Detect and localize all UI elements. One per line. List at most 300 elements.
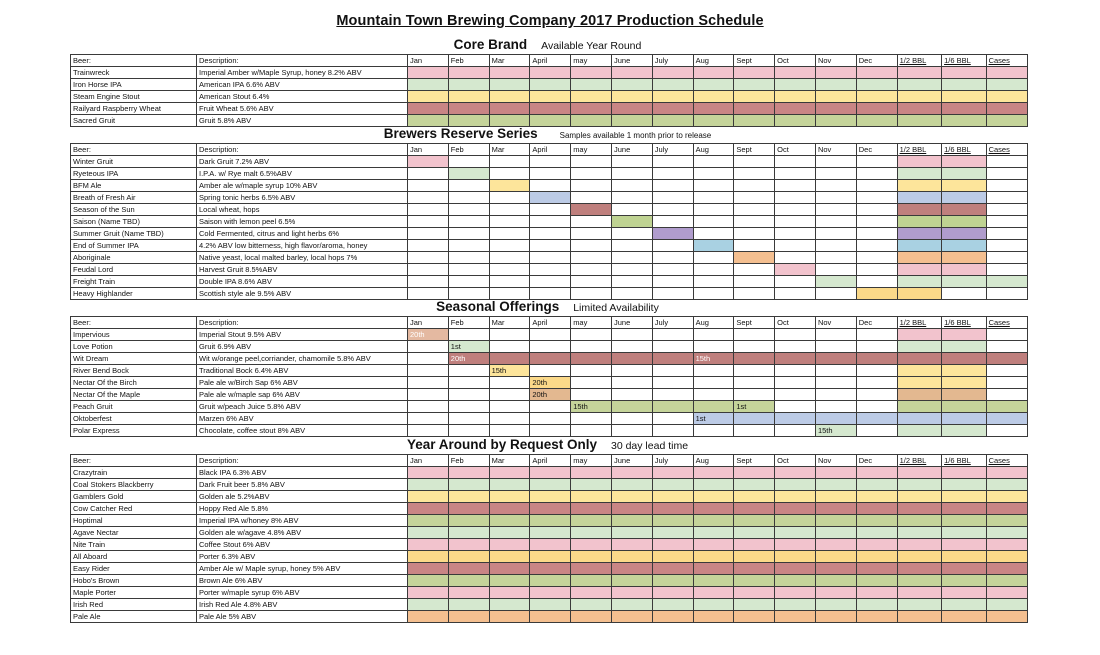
- section-subtitle: Available Year Round: [541, 40, 642, 52]
- month-cell: [489, 168, 530, 180]
- beer-description: Local wheat, hops: [197, 204, 408, 216]
- half-bbl-cell: [897, 329, 942, 341]
- month-cell: [489, 413, 530, 425]
- section-name: Brewers Reserve Series: [383, 126, 538, 141]
- month-cell: [571, 389, 612, 401]
- month-cell: [693, 91, 734, 103]
- beer-name: Ryeteous IPA: [71, 168, 197, 180]
- table-row: [71, 264, 1028, 276]
- month-cell: [611, 180, 652, 192]
- beer-description: Hoppy Red Ale 5.8%: [197, 503, 408, 515]
- month-cell: [489, 288, 530, 300]
- beer-description: Pale Ale 5% ABV: [197, 611, 408, 623]
- table-row: [71, 515, 1028, 527]
- sixth-bbl-cell: [942, 515, 987, 527]
- month-cell: [775, 204, 816, 216]
- cases-cell: [986, 425, 1027, 437]
- month-cell: [856, 103, 897, 115]
- beer-name: Cow Catcher Red: [71, 503, 197, 515]
- column-header: June: [611, 55, 652, 67]
- month-cell: [734, 204, 775, 216]
- section-name: Seasonal Offerings: [436, 299, 560, 314]
- half-bbl-cell: [897, 240, 942, 252]
- month-cell: [693, 180, 734, 192]
- beer-description: Porter w/maple syrup 6% ABV: [197, 587, 408, 599]
- beer-name: Saison (Name TBD): [71, 216, 197, 228]
- sixth-bbl-cell: [942, 329, 987, 341]
- schedule-table: [70, 143, 1028, 300]
- column-header: Dec: [856, 144, 897, 156]
- beer-description: Coffee Stout 6% ABV: [197, 539, 408, 551]
- beer-name: Aboriginale: [71, 252, 197, 264]
- month-cell: [652, 192, 693, 204]
- cases-cell: [986, 341, 1027, 353]
- month-cell: [815, 479, 856, 491]
- month-cell: [489, 180, 530, 192]
- sixth-bbl-cell: [942, 228, 987, 240]
- month-cell: [734, 365, 775, 377]
- column-header: Mar: [489, 55, 530, 67]
- half-bbl-cell: [897, 204, 942, 216]
- column-header: Feb: [448, 455, 489, 467]
- month-cell: [571, 611, 612, 623]
- month-cell: [489, 599, 530, 611]
- month-cell: [448, 467, 489, 479]
- month-cell: [448, 515, 489, 527]
- month-cell: [408, 168, 449, 180]
- month-cell: [652, 276, 693, 288]
- cases-cell: [986, 252, 1027, 264]
- month-cell: [734, 168, 775, 180]
- month-cell: [775, 467, 816, 479]
- sixth-bbl-cell: [942, 491, 987, 503]
- beer-description: Gruit 5.8% ABV: [197, 115, 408, 127]
- beer-description: Harvest Gruit 8.5%ABV: [197, 264, 408, 276]
- beer-name: Polar Express: [71, 425, 197, 437]
- month-cell: [734, 252, 775, 264]
- month-cell: [611, 515, 652, 527]
- month-cell: [448, 401, 489, 413]
- month-cell: [734, 79, 775, 91]
- month-cell: [734, 515, 775, 527]
- month-cell: [775, 168, 816, 180]
- month-cell: [693, 539, 734, 551]
- month-cell: [775, 276, 816, 288]
- month-cell: [448, 575, 489, 587]
- column-header: Mar: [489, 144, 530, 156]
- beer-name: Steam Engine Stout: [71, 91, 197, 103]
- table-row: [71, 329, 1028, 341]
- month-cell: [530, 204, 571, 216]
- month-cell: [530, 611, 571, 623]
- month-cell: [571, 425, 612, 437]
- beer-description: Irish Red Ale 4.8% ABV: [197, 599, 408, 611]
- column-header: July: [652, 455, 693, 467]
- table-row: [71, 353, 1028, 365]
- month-cell: [856, 401, 897, 413]
- cases-cell: [986, 479, 1027, 491]
- cases-cell: [986, 228, 1027, 240]
- month-cell: [530, 413, 571, 425]
- month-cell: [856, 353, 897, 365]
- beer-description: Gruit 6.9% ABV: [197, 341, 408, 353]
- month-cell: [489, 377, 530, 389]
- month-cell: [652, 599, 693, 611]
- beer-name: Agave Nectar: [71, 527, 197, 539]
- month-cell: [408, 115, 449, 127]
- month-cell: [775, 611, 816, 623]
- beer-description: Pale ale w/Birch Sap 6% ABV: [197, 377, 408, 389]
- month-cell: [448, 168, 489, 180]
- half-bbl-cell: [897, 67, 942, 79]
- month-cell: [693, 491, 734, 503]
- column-header: July: [652, 144, 693, 156]
- month-cell: [571, 551, 612, 563]
- month-cell: [693, 156, 734, 168]
- month-cell: [652, 479, 693, 491]
- month-cell: [489, 91, 530, 103]
- month-cell: [775, 67, 816, 79]
- beer-name: BFM Ale: [71, 180, 197, 192]
- month-cell: [530, 515, 571, 527]
- column-header: may: [571, 317, 612, 329]
- month-cell: [489, 341, 530, 353]
- beer-description: Golden ale 5.2%ABV: [197, 491, 408, 503]
- month-cell: [448, 491, 489, 503]
- month-cell: 20th: [448, 353, 489, 365]
- month-cell: [571, 276, 612, 288]
- month-cell: [489, 539, 530, 551]
- cases-cell: [986, 377, 1027, 389]
- beer-description: Amber ale w/maple syrup 10% ABV: [197, 180, 408, 192]
- beer-description: Cold Fermented, citrus and light herbs 6%: [197, 228, 408, 240]
- month-cell: [815, 389, 856, 401]
- cases-cell: [986, 204, 1027, 216]
- section-name: Year Around by Request Only: [406, 437, 597, 452]
- month-cell: [856, 599, 897, 611]
- month-cell: [448, 539, 489, 551]
- month-cell: [856, 377, 897, 389]
- month-cell: [408, 353, 449, 365]
- month-cell: [856, 563, 897, 575]
- column-header: Sept: [734, 317, 775, 329]
- month-cell: [408, 156, 449, 168]
- month-cell: [734, 156, 775, 168]
- month-cell: [775, 377, 816, 389]
- month-cell: [611, 575, 652, 587]
- month-cell: [652, 587, 693, 599]
- column-header: Nov: [815, 317, 856, 329]
- section-title: [70, 126, 1025, 142]
- month-cell: [815, 240, 856, 252]
- month-cell: [530, 599, 571, 611]
- month-cell: [856, 413, 897, 425]
- table-row: [71, 168, 1028, 180]
- month-cell: [571, 353, 612, 365]
- month-cell: [693, 503, 734, 515]
- half-bbl-cell: [897, 611, 942, 623]
- sixth-bbl-cell: [942, 425, 987, 437]
- header-row: [71, 55, 1028, 67]
- cases-cell: [986, 587, 1027, 599]
- cases-cell: [986, 103, 1027, 115]
- column-header: Mar: [489, 455, 530, 467]
- column-header: Nov: [815, 144, 856, 156]
- month-cell: [489, 611, 530, 623]
- month-cell: [489, 67, 530, 79]
- month-cell: [734, 91, 775, 103]
- month-cell: [530, 91, 571, 103]
- month-cell: [815, 413, 856, 425]
- column-header: June: [611, 455, 652, 467]
- sixth-bbl-cell: [942, 467, 987, 479]
- month-cell: [571, 180, 612, 192]
- month-cell: [611, 204, 652, 216]
- month-cell: [856, 515, 897, 527]
- month-cell: [815, 563, 856, 575]
- month-cell: [448, 67, 489, 79]
- half-bbl-cell: [897, 115, 942, 127]
- beer-name: Crazytrain: [71, 467, 197, 479]
- sixth-bbl-cell: [942, 264, 987, 276]
- month-cell: [652, 539, 693, 551]
- month-cell: [530, 192, 571, 204]
- beer-description: Pale ale w/maple sap 6% ABV: [197, 389, 408, 401]
- month-cell: [571, 341, 612, 353]
- month-cell: [815, 377, 856, 389]
- cases-cell: [986, 276, 1027, 288]
- sixth-bbl-cell: [942, 180, 987, 192]
- month-cell: [652, 353, 693, 365]
- month-cell: [693, 425, 734, 437]
- half-bbl-cell: [897, 192, 942, 204]
- month-cell: [611, 587, 652, 599]
- month-cell: [530, 79, 571, 91]
- cases-cell: [986, 67, 1027, 79]
- table-row: [71, 491, 1028, 503]
- beer-name: Sacred Gruit: [71, 115, 197, 127]
- month-cell: [856, 611, 897, 623]
- sixth-bbl-cell: [942, 276, 987, 288]
- column-header: Sept: [734, 144, 775, 156]
- half-bbl-cell: [897, 168, 942, 180]
- month-cell: [408, 67, 449, 79]
- month-cell: [448, 551, 489, 563]
- month-cell: [815, 216, 856, 228]
- month-cell: [693, 341, 734, 353]
- sixth-bbl-cell: [942, 479, 987, 491]
- half-bbl-cell: [897, 425, 942, 437]
- month-cell: [611, 353, 652, 365]
- month-cell: [571, 539, 612, 551]
- beer-description: Imperial Amber w/Maple Syrup, honey 8.2% ABV: [197, 67, 408, 79]
- column-header: 1/6 BBL: [942, 55, 987, 67]
- month-cell: [571, 599, 612, 611]
- month-cell: [571, 365, 612, 377]
- month-cell: [448, 216, 489, 228]
- month-cell: [693, 79, 734, 91]
- month-cell: [611, 527, 652, 539]
- month-cell: [448, 240, 489, 252]
- month-cell: [408, 425, 449, 437]
- month-cell: [408, 611, 449, 623]
- column-header: Cases: [986, 55, 1027, 67]
- month-cell: [775, 228, 816, 240]
- month-cell: 15th: [815, 425, 856, 437]
- month-cell: [652, 115, 693, 127]
- month-cell: [489, 204, 530, 216]
- beer-name: Feudal Lord: [71, 264, 197, 276]
- month-cell: [448, 599, 489, 611]
- column-header: Oct: [775, 317, 816, 329]
- beer-name: Hobo's Brown: [71, 575, 197, 587]
- month-cell: [530, 575, 571, 587]
- month-cell: [734, 377, 775, 389]
- month-cell: [448, 156, 489, 168]
- month-cell: [815, 228, 856, 240]
- month-cell: [530, 467, 571, 479]
- month-cell: [734, 413, 775, 425]
- beer-description: Gruit w/peach Juice 5.8% ABV: [197, 401, 408, 413]
- cases-cell: [986, 180, 1027, 192]
- month-cell: [489, 467, 530, 479]
- month-cell: [775, 413, 816, 425]
- beer-description: Wit w/orange peel,corriander, chamomile 5.8% ABV: [197, 353, 408, 365]
- month-cell: [530, 115, 571, 127]
- month-cell: [571, 204, 612, 216]
- column-header: Feb: [448, 144, 489, 156]
- sixth-bbl-cell: [942, 377, 987, 389]
- month-cell: [693, 515, 734, 527]
- month-cell: [734, 527, 775, 539]
- sixth-bbl-cell: [942, 527, 987, 539]
- beer-name: Iron Horse IPA: [71, 79, 197, 91]
- month-cell: [856, 67, 897, 79]
- month-cell: [775, 527, 816, 539]
- table-row: [71, 216, 1028, 228]
- sixth-bbl-cell: [942, 401, 987, 413]
- month-cell: [530, 252, 571, 264]
- month-cell: [693, 479, 734, 491]
- beer-description: Native yeast, local malted barley, local hops 7%: [197, 252, 408, 264]
- month-cell: [489, 389, 530, 401]
- month-cell: [856, 79, 897, 91]
- header-row: [71, 317, 1028, 329]
- month-cell: [815, 539, 856, 551]
- half-bbl-cell: [897, 228, 942, 240]
- beer-description: Dark Gruit 7.2% ABV: [197, 156, 408, 168]
- column-header: Beer:: [71, 144, 197, 156]
- sixth-bbl-cell: [942, 539, 987, 551]
- month-cell: [611, 264, 652, 276]
- month-cell: [815, 401, 856, 413]
- month-cell: [448, 611, 489, 623]
- cases-cell: [986, 515, 1027, 527]
- month-cell: [693, 389, 734, 401]
- month-cell: [571, 192, 612, 204]
- cases-cell: [986, 264, 1027, 276]
- month-cell: [530, 527, 571, 539]
- month-cell: [734, 264, 775, 276]
- sixth-bbl-cell: [942, 240, 987, 252]
- cases-cell: [986, 156, 1027, 168]
- month-cell: [693, 216, 734, 228]
- month-cell: [571, 288, 612, 300]
- table-row: [71, 67, 1028, 79]
- month-cell: [489, 192, 530, 204]
- month-cell: [815, 503, 856, 515]
- month-cell: [408, 575, 449, 587]
- month-cell: [530, 563, 571, 575]
- month-cell: [408, 192, 449, 204]
- month-cell: [652, 252, 693, 264]
- beer-name: Maple Porter: [71, 587, 197, 599]
- section-name: Core Brand: [453, 37, 528, 52]
- month-cell: [489, 425, 530, 437]
- month-cell: [652, 413, 693, 425]
- column-header: Description:: [197, 55, 408, 67]
- month-cell: [448, 479, 489, 491]
- half-bbl-cell: [897, 365, 942, 377]
- column-header: 1/2 BBL: [897, 144, 942, 156]
- month-cell: [856, 575, 897, 587]
- month-cell: [571, 575, 612, 587]
- half-bbl-cell: [897, 288, 942, 300]
- column-header: 1/6 BBL: [942, 455, 987, 467]
- half-bbl-cell: [897, 563, 942, 575]
- month-cell: [530, 551, 571, 563]
- table-row: [71, 180, 1028, 192]
- sixth-bbl-cell: [942, 341, 987, 353]
- month-cell: [571, 168, 612, 180]
- month-cell: [408, 288, 449, 300]
- cases-cell: [986, 527, 1027, 539]
- beer-description: Fruit Wheat 5.6% ABV: [197, 103, 408, 115]
- column-header: Feb: [448, 55, 489, 67]
- month-cell: [571, 91, 612, 103]
- cases-cell: [986, 491, 1027, 503]
- table-row: [71, 377, 1028, 389]
- month-cell: [815, 288, 856, 300]
- month-cell: [408, 587, 449, 599]
- month-cell: [611, 192, 652, 204]
- month-cell: 1st: [448, 341, 489, 353]
- month-cell: [652, 551, 693, 563]
- month-cell: [489, 515, 530, 527]
- column-header: 1/6 BBL: [942, 144, 987, 156]
- month-cell: [693, 551, 734, 563]
- table-row: [71, 228, 1028, 240]
- month-cell: 15th: [489, 365, 530, 377]
- section-subtitle: Samples available 1 month prior to release: [559, 131, 712, 140]
- month-cell: [815, 264, 856, 276]
- month-cell: [775, 515, 816, 527]
- month-cell: [530, 180, 571, 192]
- month-cell: [652, 491, 693, 503]
- month-cell: [775, 192, 816, 204]
- column-header: July: [652, 317, 693, 329]
- month-cell: [448, 204, 489, 216]
- beer-description: Dark Fruit beer 5.8% ABV: [197, 479, 408, 491]
- month-cell: [775, 91, 816, 103]
- month-cell: [408, 252, 449, 264]
- column-header: Jan: [408, 317, 449, 329]
- month-cell: [815, 252, 856, 264]
- month-cell: [693, 264, 734, 276]
- half-bbl-cell: [897, 276, 942, 288]
- sixth-bbl-cell: [942, 204, 987, 216]
- month-cell: [856, 551, 897, 563]
